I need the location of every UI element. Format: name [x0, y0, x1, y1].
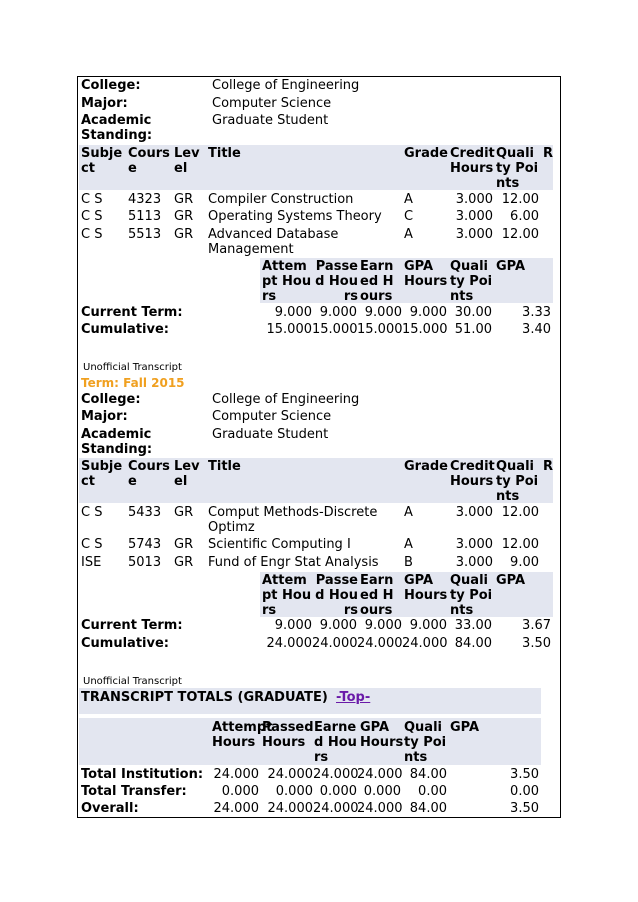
col-passed-hours: Passed Hours: [315, 573, 358, 618]
course-title: Operating Systems Theory: [208, 209, 382, 224]
cumulative-gpa-hours: 15.000: [402, 322, 448, 337]
course-level: GR: [174, 537, 194, 552]
col-gpa-hours: GPA Hours: [404, 573, 448, 603]
course-level: GR: [174, 209, 194, 224]
current-passed: 9.000: [319, 618, 357, 633]
cumulative-quality: 51.00: [454, 322, 492, 337]
course-subject: C S: [81, 209, 103, 224]
college-value: College of Engineering: [212, 78, 360, 93]
total-gpa-hours: 0.000: [363, 784, 401, 799]
total-gpa: 3.50: [510, 801, 539, 816]
total-gpa-hours: 24.000: [357, 767, 403, 782]
course-subject: C S: [81, 192, 103, 207]
current-earned: 9.000: [364, 618, 402, 633]
top-link[interactable]: -Top-: [336, 690, 371, 705]
course-credit: 3.000: [455, 555, 493, 570]
current-attempt: 9.000: [274, 618, 312, 633]
cumulative-earned: 15.000: [357, 322, 403, 337]
col-attempt-hours: Attempt Hours: [262, 573, 312, 618]
current-gpa: 3.67: [522, 618, 551, 633]
course-quality: 9.00: [510, 555, 539, 570]
course-number: 5013: [128, 555, 162, 570]
cumulative-earned: 24.000: [357, 636, 403, 651]
current-quality: 33.00: [454, 618, 492, 633]
course-level: GR: [174, 555, 194, 570]
total-gpa: 3.50: [510, 767, 539, 782]
current-gpa-hours: 9.000: [409, 305, 447, 320]
total-quality: 84.00: [409, 767, 447, 782]
unofficial-transcript-label: Unofficial Transcript: [83, 362, 182, 373]
course-grade: A: [404, 537, 413, 552]
unofficial-transcript-label: Unofficial Transcript: [83, 676, 182, 687]
col-earned-hours: Earned Hours: [360, 259, 394, 304]
cumulative-attempt: 15.000: [266, 322, 312, 337]
college-value: College of Engineering: [212, 392, 360, 407]
total-passed: 24.000: [267, 801, 313, 816]
cumulative-passed: 15.000: [312, 322, 358, 337]
course-grade: B: [404, 555, 413, 570]
major-value: Computer Science: [212, 409, 332, 424]
course-credit: 3.000: [455, 209, 493, 224]
col-quality-points: Quality Points: [496, 146, 539, 191]
cumulative-gpa: 3.40: [522, 322, 551, 337]
total-row-label: Total Institution:: [81, 767, 204, 782]
course-title: Comput Methods-Discrete Optimz: [208, 505, 378, 535]
col-attempt-hours: Attempt Hours: [212, 720, 273, 750]
course-number: 4323: [128, 192, 162, 207]
col-grade: Grade: [404, 146, 448, 161]
cumulative-attempt: 24.000: [266, 636, 312, 651]
course-quality: 12.00: [501, 192, 539, 207]
course-title: Scientific Computing I: [208, 537, 351, 552]
col-gpa-hours: GPA Hours: [360, 720, 404, 750]
total-row-label: Total Transfer:: [81, 784, 187, 799]
col-gpa-hours: GPA Hours: [404, 259, 448, 289]
total-quality: 84.00: [409, 801, 447, 816]
total-attempt: 0.000: [221, 784, 259, 799]
major-value: Computer Science: [212, 96, 332, 111]
col-course: Course: [128, 459, 170, 489]
col-level: Level: [174, 459, 200, 489]
total-earned: 0.000: [319, 784, 357, 799]
total-attempt: 24.000: [213, 801, 259, 816]
col-subject: Subject: [81, 146, 123, 176]
col-passed-hours: Passed Hours: [315, 259, 358, 304]
college-label: College:: [81, 392, 141, 407]
current-earned: 9.000: [364, 305, 402, 320]
cumulative-passed: 24.000: [312, 636, 358, 651]
course-subject: C S: [81, 505, 103, 520]
col-r: R: [543, 459, 554, 474]
course-subject: C S: [81, 537, 103, 552]
total-earned: 24.000: [313, 801, 359, 816]
course-level: GR: [174, 505, 194, 520]
total-passed: 24.000: [267, 767, 313, 782]
cumulative-gpa: 3.50: [522, 636, 551, 651]
total-gpa-hours: 24.000: [357, 801, 403, 816]
current-term-label: Current Term:: [81, 618, 183, 633]
col-course: Course: [128, 146, 170, 176]
course-grade: A: [404, 227, 413, 242]
cumulative-label: Cumulative:: [81, 322, 169, 337]
col-title: Title: [208, 459, 241, 474]
course-subject: C S: [81, 227, 103, 242]
total-quality: 0.00: [418, 784, 447, 799]
cumulative-label: Cumulative:: [81, 636, 169, 651]
total-attempt: 24.000: [213, 767, 259, 782]
course-grade: A: [404, 192, 413, 207]
major-label: Major:: [81, 409, 128, 424]
totals-title: TRANSCRIPT TOTALS (GRADUATE): [81, 690, 328, 705]
current-gpa-hours: 9.000: [409, 618, 447, 633]
col-grade: Grade: [404, 459, 448, 474]
course-title: Fund of Engr Stat Analysis: [208, 555, 379, 570]
col-quality-points: Quality Points: [404, 720, 447, 765]
col-earned-hours: Earned Hours: [360, 573, 394, 618]
col-gpa: GPA: [496, 259, 526, 274]
col-attempt-hours: Attempt Hours: [262, 259, 312, 304]
course-credit: 3.000: [455, 227, 493, 242]
col-credit-hours: Credit Hours: [450, 146, 495, 176]
total-earned: 24.000: [313, 767, 359, 782]
course-number: 5513: [128, 227, 162, 242]
course-level: GR: [174, 192, 194, 207]
course-level: GR: [174, 227, 194, 242]
col-gpa: GPA: [450, 720, 480, 735]
total-row-label: Overall:: [81, 801, 139, 816]
total-passed: 0.000: [275, 784, 313, 799]
col-quality-points: Quality Points: [496, 459, 539, 504]
col-earned-hours: Earned Hours: [314, 720, 357, 765]
col-level: Level: [174, 146, 200, 176]
current-quality: 30.00: [454, 305, 492, 320]
course-number: 5113: [128, 209, 162, 224]
term-heading: Term: Fall 2015: [81, 376, 185, 390]
standing-label: Academic Standing:: [81, 427, 153, 457]
course-grade: C: [404, 209, 414, 224]
cumulative-gpa-hours: 24.000: [402, 636, 448, 651]
course-credit: 3.000: [455, 192, 493, 207]
current-term-label: Current Term:: [81, 305, 183, 320]
major-label: Major:: [81, 96, 128, 111]
col-r: R: [543, 146, 554, 161]
current-attempt: 9.000: [274, 305, 312, 320]
course-credit: 3.000: [455, 505, 493, 520]
course-subject: ISE: [81, 555, 102, 570]
cumulative-quality: 84.00: [454, 636, 492, 651]
col-subject: Subject: [81, 459, 123, 489]
total-gpa: 0.00: [510, 784, 539, 799]
course-credit: 3.000: [455, 537, 493, 552]
course-number: 5433: [128, 505, 162, 520]
college-label: College:: [81, 78, 141, 93]
col-title: Title: [208, 146, 241, 161]
current-gpa: 3.33: [522, 305, 551, 320]
col-passed-hours: Passed Hours: [262, 720, 314, 750]
course-title: Compiler Construction: [208, 192, 354, 207]
col-quality-points: Quality Points: [450, 259, 493, 304]
standing-value: Graduate Student: [212, 427, 329, 442]
standing-value: Graduate Student: [212, 113, 329, 128]
course-number: 5743: [128, 537, 162, 552]
course-quality: 12.00: [501, 537, 539, 552]
course-title: Advanced Database Management: [208, 227, 339, 257]
current-passed: 9.000: [319, 305, 357, 320]
col-quality-points: Quality Points: [450, 573, 493, 618]
course-grade: A: [404, 505, 413, 520]
course-quality: 12.00: [501, 505, 539, 520]
standing-label: Academic Standing:: [81, 113, 153, 143]
col-gpa: GPA: [496, 573, 526, 588]
course-quality: 12.00: [501, 227, 539, 242]
col-credit-hours: Credit Hours: [450, 459, 495, 489]
course-quality: 6.00: [510, 209, 539, 224]
